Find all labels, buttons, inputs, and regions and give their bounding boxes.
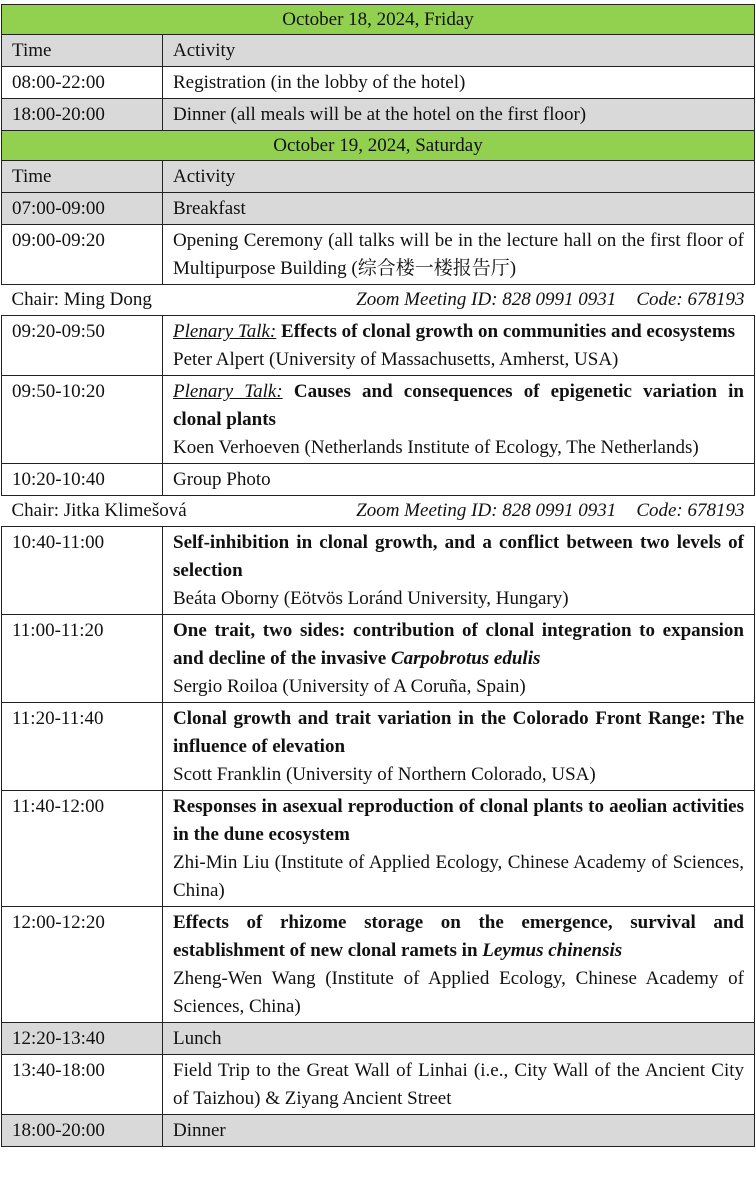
activity-cell: Field Trip to the Great Wall of Linhai (i.e., City Wall of the Ancient City of Taizhou) & Ziyang Ancient Street [163,1055,755,1115]
talk-speaker: Sergio Roiloa (University of A Coruña, Spain) [173,676,526,697]
zoom-code: Code: 678193 [636,500,745,521]
chair-line [12,286,745,314]
talk-row [2,791,755,907]
activity-column-header: Activity [163,35,755,67]
talk-speaker: Zhi-Min Liu (Institute of Applied Ecology, Chinese Academy of Sciences, China) [173,852,744,901]
talk-speaker: Koen Verhoeven (Netherlands Institute of Ecology, The Netherlands) [173,437,699,458]
talk-speaker: Beáta Oborny (Eötvös Loránd University, Hungary) [173,588,569,609]
talk-row [2,907,755,1023]
activity-cell: Opening Ceremony (all talks will be in the lecture hall on the first floor of Multipurpose Building (综合楼一楼报告厅) [163,225,755,285]
day-header: October 19, 2024, Saturday [2,131,755,161]
time-cell: 11:20-11:40 [2,703,163,791]
zoom-info [356,497,744,525]
schedule-row [2,67,755,99]
column-header-row [2,35,755,67]
time-cell: 09:00-09:20 [2,225,163,285]
time-cell: 11:40-12:00 [2,791,163,907]
talk-cell [163,316,755,376]
chair-name: Chair: Jitka Klimešová [11,500,187,521]
talk-speaker: Zheng-Wen Wang (Institute of Applied Ecology, Chinese Academy of Sciences, China) [173,968,744,1017]
time-cell: 07:00-09:00 [2,193,163,225]
activity-cell: Breakfast [163,193,755,225]
schedule-row [2,464,755,496]
schedule-row [2,99,755,131]
talk-cell [163,907,755,1023]
plenary-label: Plenary Talk: [173,321,277,342]
schedule-row [2,1115,755,1147]
talk-title: Self-inhibition in clonal growth, and a conflict between two levels of selection [173,532,744,581]
chair-line [12,497,745,525]
talk-cell [163,527,755,615]
time-cell: 12:20-13:40 [2,1023,163,1055]
schedule-row [2,225,755,285]
activity-cell: Group Photo [163,464,755,496]
talk-cell [163,791,755,907]
talk-title-species: Leymus chinensis [482,940,623,961]
talk-title: Clonal growth and trait variation in the Colorado Front Range: The influence of elevation [173,708,744,757]
day-header: October 18, 2024, Friday [2,5,755,35]
time-column-header: Time [2,35,163,67]
activity-cell: Dinner [163,1115,755,1147]
time-cell: 10:20-10:40 [2,464,163,496]
plenary-label: Plenary Talk: [173,381,283,402]
time-cell: 09:50-10:20 [2,376,163,464]
zoom-info [356,286,744,314]
talk-row [2,376,755,464]
talk-title: One trait, two sides: contribution of clonal integration to expansion and decline of the invasive [173,620,744,669]
time-cell: 12:00-12:20 [2,907,163,1023]
time-cell: 18:00-20:00 [2,99,163,131]
activity-cell: Lunch [163,1023,755,1055]
talk-row [2,527,755,615]
chair-row [2,496,755,527]
schedule-row [2,1055,755,1115]
talk-cell [163,615,755,703]
talk-title: Effects of rhizome storage on the emergence, survival and establishment of new clonal ramets in [173,912,744,961]
talk-row [2,703,755,791]
talk-title-species: Carpobrotus edulis [390,648,541,669]
time-cell: 11:00-11:20 [2,615,163,703]
time-cell: 08:00-22:00 [2,67,163,99]
chair-name: Chair: Ming Dong [11,289,152,310]
time-cell: 13:40-18:00 [2,1055,163,1115]
talk-title: Responses in asexual reproduction of clonal plants to aeolian activities in the dune ecosystem [173,796,744,845]
activity-column-header: Activity [163,161,755,193]
schedule-row [2,193,755,225]
talk-cell [163,703,755,791]
zoom-code: Code: 678193 [636,289,745,310]
time-cell: 18:00-20:00 [2,1115,163,1147]
day-header-row [2,5,755,35]
column-header-row [2,161,755,193]
time-column-header: Time [2,161,163,193]
talk-speaker: Peter Alpert (University of Massachusetts, Amherst, USA) [173,349,619,370]
time-cell: 10:40-11:00 [2,527,163,615]
schedule-table [1,4,755,1147]
zoom-meeting-id: Zoom Meeting ID: 828 0991 0931 [356,289,617,310]
talk-row [2,615,755,703]
talk-row [2,316,755,376]
talk-speaker: Scott Franklin (University of Northern Colorado, USA) [173,764,596,785]
talk-cell [163,376,755,464]
talk-title: Effects of clonal growth on communities and ecosystems [281,321,736,342]
time-cell: 09:20-09:50 [2,316,163,376]
zoom-meeting-id: Zoom Meeting ID: 828 0991 0931 [356,500,617,521]
chair-row [2,285,755,316]
activity-cell: Dinner (all meals will be at the hotel on the first floor) [163,99,755,131]
talk-title: Causes and consequences of epigenetic variation in clonal plants [173,381,744,430]
schedule-row [2,1023,755,1055]
activity-cell: Registration (in the lobby of the hotel) [163,67,755,99]
day-header-row [2,131,755,161]
